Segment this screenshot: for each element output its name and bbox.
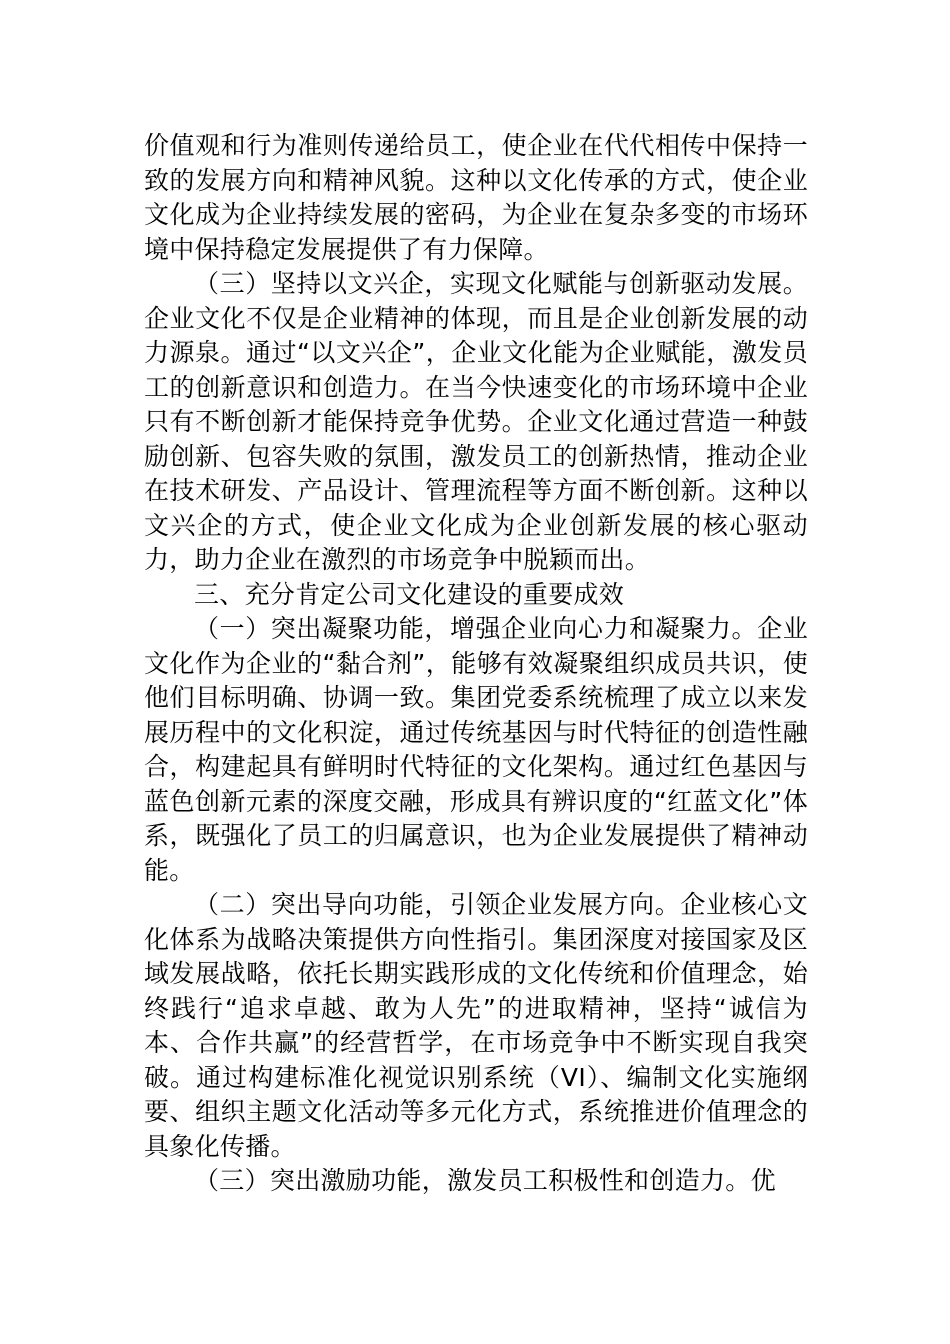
- paragraph-cohesion-function: （一）突出凝聚功能，增强企业向心力和凝聚力。企业文化作为企业的“黏合剂”，能够有效凝聚组织成员共识，使他们目标明确、协调一致。集团党委系统梳理了成立以来发展历程中的文化积淀，通过传统基因与时代特征的创造性融合，构建起具有鲜明时代特征的文化架构。通过红色基因与蓝色创新元素的深度交融，形成具有辨识度的“红蓝文化”体系，既强化了员工的归属意识，也为企业发展提供了精神动能。: [144, 614, 808, 885]
- paragraph-incentive-function: （三）突出激励功能，激发员工积极性和创造力。优: [194, 1166, 776, 1195]
- paragraph-culture-empowerment: （三）坚持以文兴企，实现文化赋能与创新驱动发展。企业文化不仅是企业精神的体现，而且是企业创新发展的动力源泉。通过“以文兴企”，企业文化能为企业赋能，激发员工的创新意识和创造力。在当今快速变化的市场环境中企业只有不断创新才能保持竞争优势。企业文化通过营造一种鼓励创新、包容失败的氛围，激发员工的创新热情，推动企业在技术研发、产品设计、管理流程等方面不断创新。这种以文兴企的方式，使企业文化成为企业创新发展的核心驱动力，助力企业在激烈的市场竞争中脱颖而出。: [144, 269, 808, 574]
- paragraph-guidance-function: （二）突出导向功能，引领企业发展方向。企业核心文化体系为战略决策提供方向性指引。集团深度对接国家及区域发展战略，依托长期实践形成的文化传统和价值理念，始终践行“追求卓越、敢为人先”的进取精神，坚持“诚信为本、合作共赢”的经营哲学，在市场竞争中不断实现自我突破。通过构建标准化视觉识别系统（VI）、编制文化实施纲要、组织主题文化活动等多元化方式，系统推进价值理念的具象化传播。: [144, 890, 808, 1161]
- paragraph-continuation: 价值观和行为准则传递给员工，使企业在代代相传中保持一致的发展方向和精神风貌。这种以文化传承的方式，使企业文化成为企业持续发展的密码，为企业在复杂多变的市场环境中保持稳定发展提供了有力保障。: [144, 131, 808, 264]
- section-heading: 三、充分肯定公司文化建设的重要成效: [194, 579, 625, 609]
- document-body: [144, 129, 808, 1199]
